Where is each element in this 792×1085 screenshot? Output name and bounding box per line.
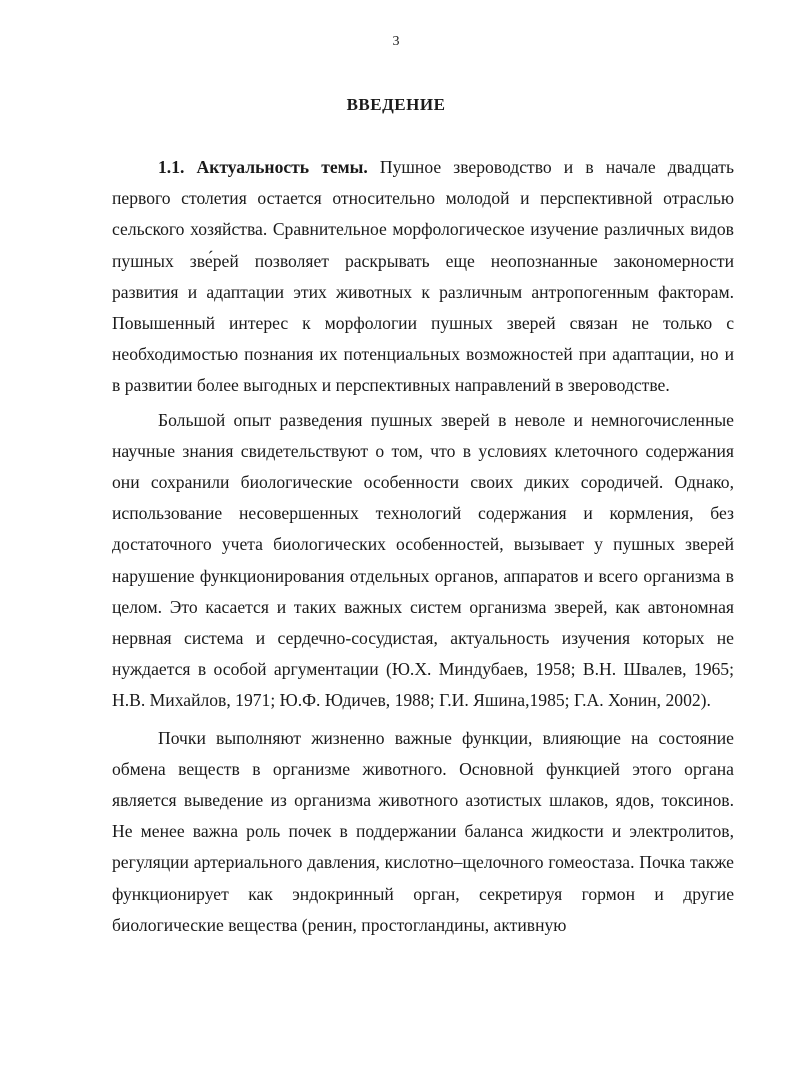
section-title: 1.1. Актуальность темы. bbox=[158, 157, 368, 177]
page-number: 3 bbox=[392, 34, 400, 49]
paragraph-1 bbox=[112, 152, 734, 402]
chapter-heading: ВВЕДЕНИЕ bbox=[346, 95, 446, 114]
paragraph-3: Почки выполняют жизненно важные функции, влияющие на состояние обмена веществ в организме животного. Основной функцией этого органа является выведение из организма животного азотистых шлаков, ядов, токсинов. Не менее важна роль почек в поддержании баланса жидкости и электролитов, регуляции артериального давления, кислотно–щелочного гомеостаза. Почка также функционирует как эндокринный орган, секретируя гормон и другие биологические вещества (ренин, простогландины, активную bbox=[112, 727, 734, 935]
paragraph-1-text: Пушное звероводство и в начале двадцать первого столетия остается относительно молодой и перспективной отраслью сельского хозяйства. Сравнительное морфологическое изучение различных видов пушных зве́рей позволяет раскрывать еще неопознанные закономерности развития и адаптации этих животных к различным антропогенным факторам. Повышенный интерес к морфологии пушных зверей связан не только с необходимостью познания их потенциальных возможностей при адаптации, но и в развитии более выгодных и перспективных направлений в звероводстве. bbox=[112, 157, 734, 396]
paragraph-2: Большой опыт разведения пушных зверей в неволе и немногочисленные научные знания свидетельствуют о том, что в условиях клеточного содержания они сохранили биологические особенности своих диких сородичей. Однако, использование несовершенных технологий содержания и кормления, без достаточного учета биологических особенностей, вызывает у пушных зверей нарушение функционирования отдельных органов, аппаратов и всего организма в целом. Это касается и таких важных систем организма зверей, как автономная нервная система и сердечно-сосудистая, актуальность изучения которых не нуждается в особой аргументации (Ю.Х. Миндубаев, 1958; В.Н. Швалев, 1965; Н.В. Михайлов, 1971; Ю.Ф. Юдичев, 1988; Г.И. Яшина,1985; Г.А. Хонин, 2002). bbox=[112, 409, 734, 711]
body-text bbox=[112, 152, 734, 944]
